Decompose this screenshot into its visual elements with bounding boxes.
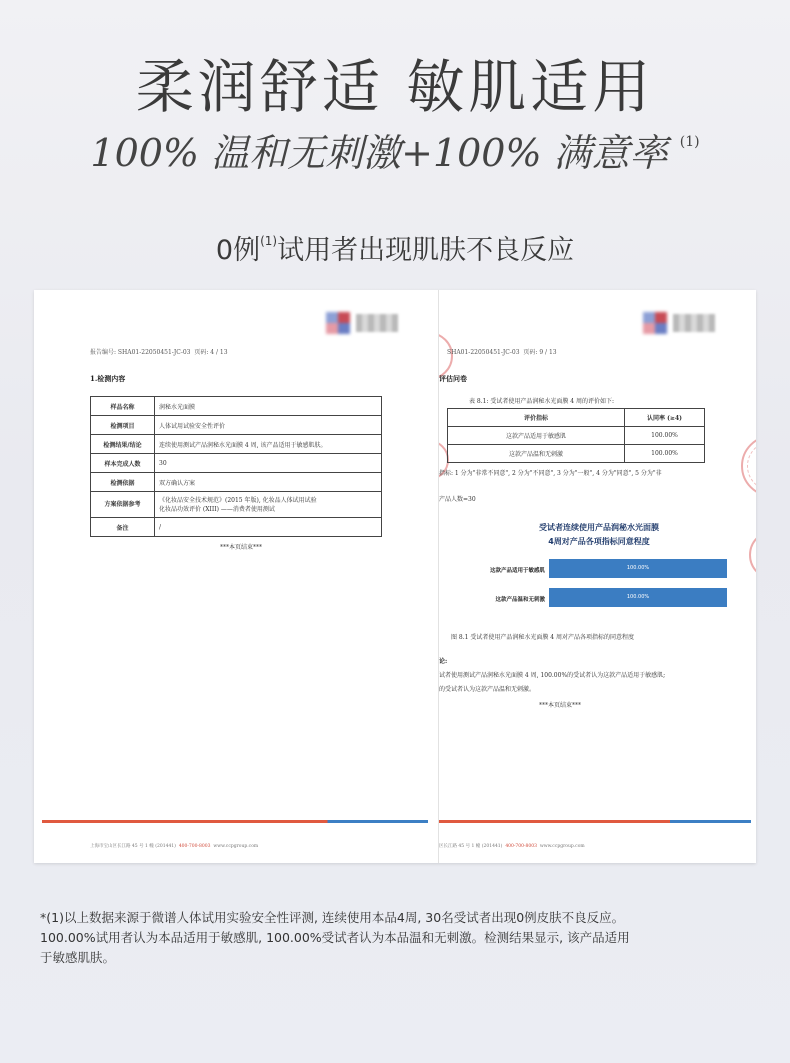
report-footer: 上海市宝山区长江路 45 号 1 幢 (201441) 400-700-8003 www.ccpgroup.com [90,844,259,849]
conclusion-line: 试者使用测试产品润秘水光面膜 4 周, 100.00%的受试者认为这款产品适用于敏感肌; [439,672,666,679]
table-row: 检测项目 人体试用试验安全性评价 [91,416,382,435]
hero-subtitle [0,122,790,177]
bar-mild-no-irritation [549,588,727,607]
chart-subtitle: 4周对产品各项指标同意程度 [548,537,650,546]
footnote-line: 100.00%试用者认为本品适用于敏感肌, 100.00%受试者认为本品温和无刺激。检测结果显示, 该产品适用 [40,930,630,945]
zero-claim-prefix: 0例 [215,235,261,266]
footnote [40,908,740,968]
test-report-scan [34,290,756,863]
table-caption: 表 8.1: 受试者使用产品润秘水光面膜 4 周的评价如下: [469,398,615,405]
report-number: 报告编号: SHA01-22050451-JC-03 页码: 4 / 13 [90,349,228,356]
footer-divider [439,820,751,823]
table-row: 检测依据 双方确认方案 [91,473,382,492]
sample-count: 产品人数=30 [439,496,476,503]
zero-reaction-claim [0,228,790,267]
hero-title: 柔润舒适 敏肌适用 [135,53,655,121]
page-end-mark: ***本页结束*** [539,702,582,709]
table-row: 这款产品适用于敏感肌 100.00% [448,427,705,445]
bar-sensitive-skin [549,559,727,578]
footer-divider [42,820,428,823]
evaluation-table [447,408,705,463]
page-number: 页码: 9 / 13 [523,349,557,356]
table-row: 检测结果/结论 连续使用测试产品润秘水光面膜 4 周, 该产品适用于敏感肌肤。 [91,435,382,454]
section-title: 评估问卷 [439,374,467,383]
report-footer: 区长江路 45 号 1 幢 (201441) 400-700-8003 www.ccpgroup.com [439,844,585,849]
zero-claim-text: 试用者出现肌肤不良反应 [277,235,575,266]
zero-claim-footnote-ref: (1) [260,234,278,248]
table-row: 样品名称 润秘水光面膜 [91,397,382,416]
table-row: 样本完成人数 30 [91,454,382,473]
report-page-right [438,290,756,863]
bar-value-label: 100.00% [626,565,650,571]
hero-subtitle-footnote-ref: (1) [679,134,700,150]
inspection-seal [749,530,756,580]
bar-category-label: 这款产品适用于敏感肌 [489,568,545,574]
chart-title: 受试者连续使用产品润秘水光面膜 [539,523,659,532]
footnote-line: *(1)以上数据来源于微谱人体试用实验安全性评测, 连续使用本品4周, 30名受试者出现0例皮肤不良反应。 [40,910,625,925]
report-page-left [34,290,434,863]
conclusion-label: 论: [439,658,448,665]
table-row: 备注 / [91,518,382,537]
report-number: SHA01-22050451-JC-03 页码: 9 / 13 [447,349,557,356]
section-title: 1.检测内容 [90,374,126,383]
detection-content-table [90,396,382,537]
chart-caption: 图 8.1 受试者使用产品润秘水光面膜 4 周对产品各项指标的同意程度 [451,634,634,641]
page-number: 页码: 4 / 13 [194,349,228,356]
bar-value-label: 100.00% [626,594,650,600]
page-end-mark: ***本页结束*** [220,544,263,551]
footnote-line: 于敏感肌肤。 [40,950,116,965]
table-row: 方案依据参考 《化妆品安全技术规范》(2015 年版), 化妆品人体试用试验 化妆品功效评价 (XIII) ——消费者使用测试 [91,492,382,518]
conclusion-line: 的受试者认为这款产品温和无刺激。 [439,686,536,693]
blurred-lab-logo [643,310,719,336]
blurred-lab-logo [326,310,402,336]
scale-note: 指标: 1 分为"非常不同意", 2 分为"不同意", 3 分为"一般", 4 分为"同意", 5 分为"非 [439,470,662,477]
table-row: 这款产品温和无刺激 100.00% [448,445,705,463]
hero-subtitle-text: 100% 温和无刺激+100% 满意率 [90,131,668,175]
inspection-seal [438,332,453,380]
bar-category-label: 这款产品温和无刺激 [495,597,545,603]
table-header-row: 评价指标 认同率 (≥4) [448,409,705,427]
